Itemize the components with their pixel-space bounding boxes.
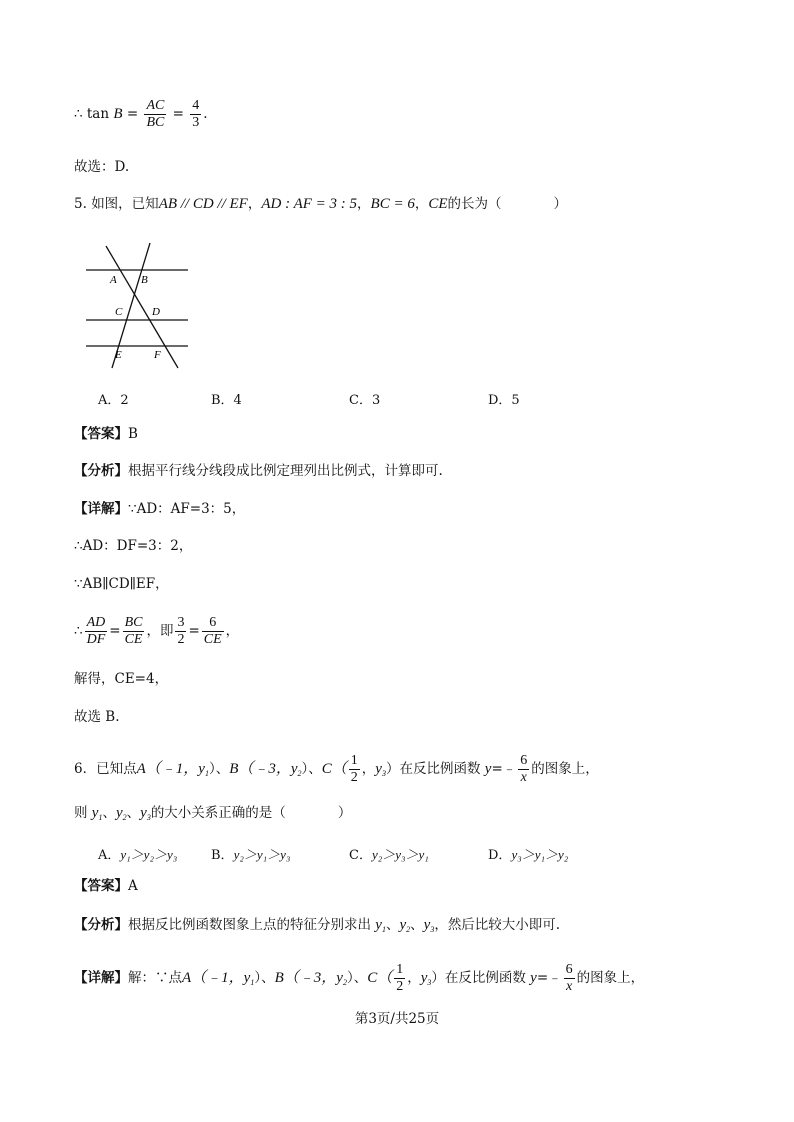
q5-analysis: 【分析】根据平行线分线段成比例定理列出比例式，计算即可.	[74, 463, 443, 479]
fraction-4-3: $\frac{4}{3}$	[192, 98, 200, 130]
q6-option-a[interactable]: A．y₁＞y₂＞y₃	[98, 847, 178, 863]
q6-detail: 【详解】解：∵点A（﹣1，$y_1$）、B（﹣3，$y_2$）、C（ $\frac{1}{2}$ ，$y_3$）在反比例函数 y=﹣ $\frac{6}{x}$ 的图象上，	[74, 962, 645, 994]
fraction-bc-ce: $\frac{BC}{CE}$	[124, 615, 143, 647]
fraction-ac-bc: $\frac{AC}{BC}$	[146, 98, 165, 130]
q6-analysis: 【分析】根据反比例函数图象上点的特征分别求出 $y_1$、$y_2$、$y_3$，然后比较大小即可.	[74, 917, 561, 934]
fraction-half-2: $\frac{1}{2}$	[396, 962, 404, 994]
q5-step2: ∴AD：DF=3：2，	[74, 538, 193, 554]
choose-d: 故选：D.	[74, 159, 130, 175]
fraction-ad-df: $\frac{AD}{DF}$	[86, 615, 106, 647]
fraction-3-2: $\frac{3}{2}$	[177, 615, 185, 647]
label-b: B	[141, 274, 148, 286]
q5-step6: 故选 B.	[74, 709, 120, 725]
label-e: E	[115, 349, 122, 361]
q5-option-d[interactable]: D．5	[488, 393, 520, 408]
therefore-tan: ∴ tan	[74, 106, 110, 122]
q5-step3: ∵AB∥CD∥EF，	[74, 576, 169, 592]
q6-stem: 6．已知点A（﹣1，$y_1$）、B（﹣3，$y_2$）、C（ $\frac{1}{2}$ ，$y_3$）在反比例函数 y=﹣ $\frac{6}{x}$ 的图象上，	[74, 753, 599, 785]
tan-line: ∴ tan B = $\frac{AC}{BC}$ = $\frac{4}{3}$ .	[74, 98, 208, 130]
label-a: A	[110, 274, 117, 286]
q5-stem: 5. 如图，已知AB // CD // EF，AD : AF = 3 : 5，BC = 6，CE的长为（ ）	[74, 196, 567, 212]
q5-step5: 解得，CE=4，	[74, 671, 169, 687]
q5-option-b[interactable]: B．4	[211, 393, 242, 408]
q6-stem-line2: 则 $y_1$、$y_2$、$y_3$的大小关系正确的是（ ）	[74, 805, 352, 822]
fraction-6-x: $\frac{6}{x}$	[520, 753, 528, 785]
label-d: D	[152, 306, 160, 318]
q5-option-a[interactable]: A．2	[98, 393, 129, 408]
q5-answer: 【答案】B	[74, 426, 138, 442]
label-c: C	[115, 306, 123, 318]
q6-answer: 【答案】A	[74, 878, 138, 894]
q5-step4: ∴ $\frac{AD}{DF}$ = $\frac{BC}{CE}$ ，即 $\frac{3}{2}$ = $\frac{6}{CE}$ ，	[74, 615, 240, 647]
fraction-6-ce: $\frac{6}{CE}$	[203, 615, 222, 647]
q5-option-c[interactable]: C．3	[349, 393, 381, 408]
fraction-6-x-2: $\frac{6}{x}$	[565, 962, 573, 994]
parallel-lines-figure	[82, 240, 194, 370]
q5-detail-step1: 【详解】∵AD：AF=3：5，	[74, 501, 246, 517]
label-f: F	[154, 349, 161, 361]
q6-option-b[interactable]: B．y₂＞y₁＞y₃	[211, 847, 291, 863]
q6-option-d[interactable]: D．y₃＞y₁＞y₂	[488, 847, 569, 863]
var-b: B	[113, 106, 123, 122]
fraction-half: $\frac{1}{2}$	[350, 753, 358, 785]
page-footer: 第3页/共25页	[354, 1011, 440, 1027]
q6-option-c[interactable]: C．y₂＞y₃＞y₁	[349, 847, 429, 863]
